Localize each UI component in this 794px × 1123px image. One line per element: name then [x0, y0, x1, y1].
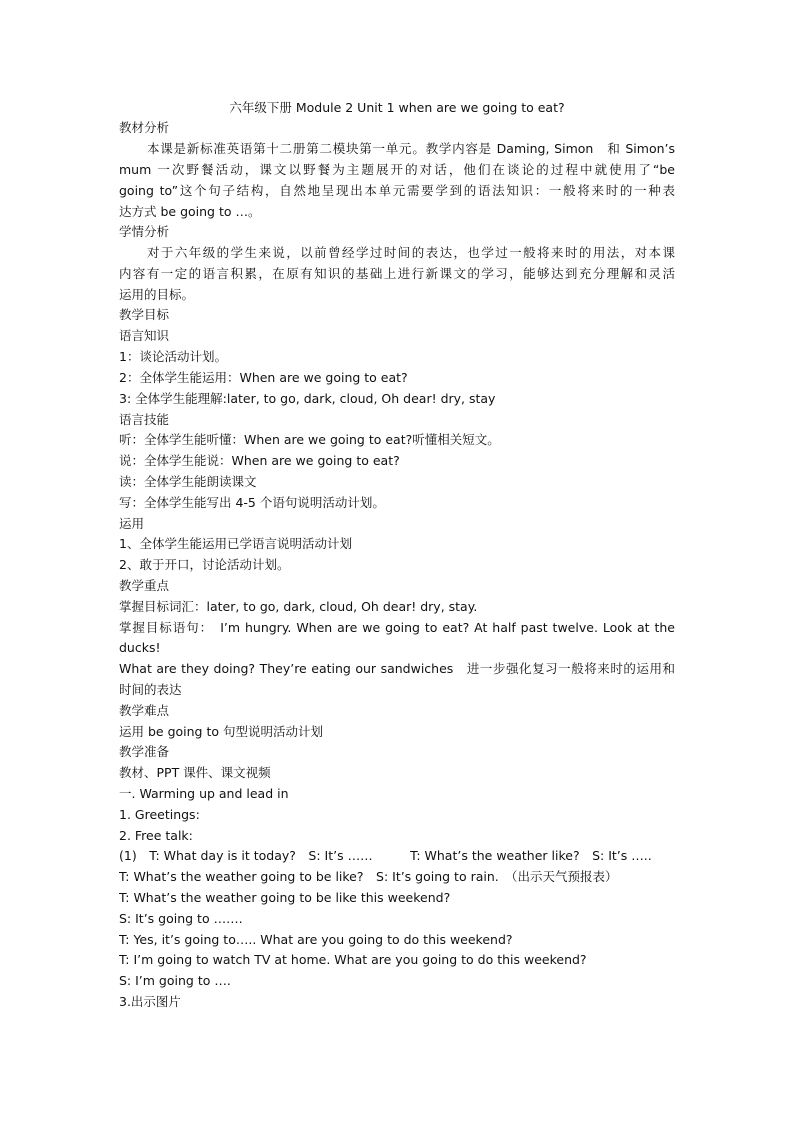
procedure-line: 1. Greetings:	[119, 807, 200, 822]
section-heading: 教材分析	[119, 120, 170, 135]
dialogue-line: T: Yes, it’s going to….. What are you going to do this weekend?	[119, 932, 513, 947]
paragraph-line: 本课是新标准英语第十二册第二模块第一单元。教学内容是 Daming, Simon 和 Simon’s	[147, 141, 675, 156]
section-heading: 教学目标	[119, 307, 170, 322]
skill-line: 听：全体学生能听懂：When are we going to eat?听懂相关短文。	[119, 432, 500, 447]
dialogue-line: (1) T: What day is it today? S: It’s …… T: What’s the weather like? S: It’s …..	[119, 848, 652, 863]
key-point-line: 时间的表达	[119, 682, 182, 697]
paragraph-line: 运用的目标。	[119, 287, 195, 302]
objective-line: 1：谈论活动计划。	[119, 349, 227, 364]
paragraph-line: 对于六年级的学生来说，以前曾经学过时间的表达，也学过一般将来时的用法，对本课	[147, 245, 675, 260]
section-heading: 教学难点	[119, 703, 170, 718]
procedure-line: 2. Free talk:	[119, 828, 193, 843]
application-line: 2、敢于开口，讨论活动计划。	[119, 557, 290, 572]
subheading: 语言技能	[119, 412, 170, 427]
objective-line: 2：全体学生能运用：When are we going to eat?	[119, 370, 408, 385]
skill-line: 写：全体学生能写出 4-5 个语句说明活动计划。	[119, 495, 385, 510]
document-title: 六年级下册 Module 2 Unit 1 when are we going to eat?	[229, 100, 565, 115]
paragraph-line: 达方式 be going to …。	[119, 204, 261, 219]
key-point-line: 掌握目标词汇：later, to go, dark, cloud, Oh dear! dry, stay.	[119, 599, 478, 614]
paragraph-line: mum 一次野餐活动，课文以野餐为主题展开的对话，他们在谈论的过程中就使用了“be	[119, 162, 675, 177]
dialogue-line: T: I’m going to watch TV at home. What are you going to do this weekend?	[119, 952, 587, 967]
application-line: 1、全体学生能运用已学语言说明活动计划	[119, 536, 352, 551]
dialogue-line: S: It’s going to …….	[119, 911, 243, 926]
subheading: 运用	[119, 516, 145, 531]
preparation-line: 教材、PPT 课件、课文视频	[119, 765, 271, 780]
section-heading: 教学准备	[119, 744, 170, 759]
section-heading: 教学重点	[119, 578, 170, 593]
objective-line: 3: 全体学生能理解:later, to go, dark, cloud, Oh dear! dry, stay	[119, 391, 496, 406]
procedure-heading: 一. Warming up and lead in	[119, 786, 289, 801]
key-point-line: 掌握目标语句： I’m hungry. When are we going to eat? At half past twelve. Look at the	[119, 620, 675, 635]
dialogue-line: S: I’m going to ….	[119, 973, 231, 988]
dialogue-line: T: What’s the weather going to be like? S: It’s going to rain. （出示天气预报表）	[119, 869, 618, 884]
skill-line: 说：全体学生能说：When are we going to eat?	[119, 453, 400, 468]
key-point-line: ducks!	[119, 640, 161, 655]
key-point-line: What are they doing? They’re eating our sandwiches 进一步强化复习一般将来时的运用和	[119, 661, 675, 676]
paragraph-line: going to”这个句子结构，自然地呈现出本单元需要学到的语法知识：一般将来时的一种表	[119, 183, 675, 198]
skill-line: 读：全体学生能朗读课文	[119, 474, 257, 489]
dialogue-line: T: What’s the weather going to be like this weekend?	[119, 890, 451, 905]
procedure-line: 3.出示图片	[119, 994, 181, 1009]
subheading: 语言知识	[119, 328, 170, 343]
paragraph-line: 内容有一定的语言积累，在原有知识的基础上进行新课文的学习，能够达到充分理解和灵活	[119, 266, 675, 281]
section-heading: 学情分析	[119, 224, 170, 239]
difficulty-line: 运用 be going to 句型说明活动计划	[119, 724, 323, 739]
